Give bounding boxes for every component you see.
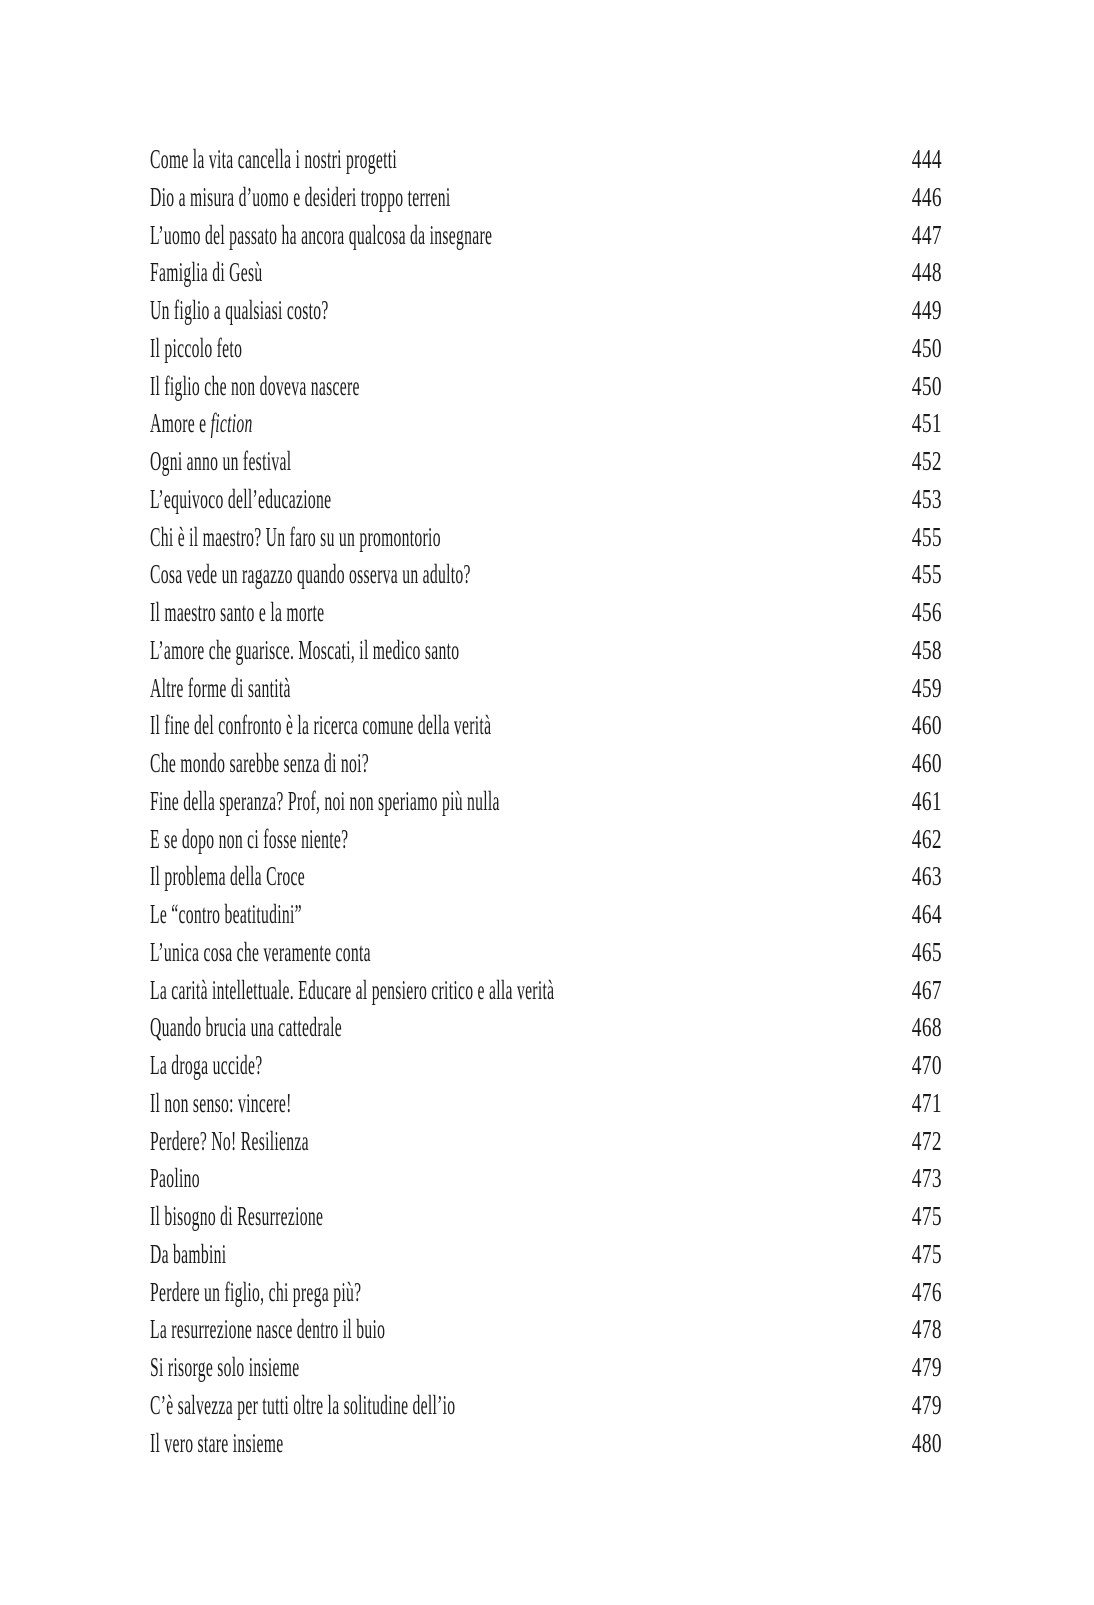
toc-entry-title: Il piccolo feto <box>150 332 243 363</box>
toc-entry-row <box>150 448 942 486</box>
toc-entry-row <box>150 974 942 1015</box>
toc-entry-title: Il maestro santo e la morte <box>150 597 325 627</box>
toc-entry-page-number: 473 <box>911 1163 942 1194</box>
toc-entry-row <box>150 1125 942 1166</box>
toc-entry-page-number: 451 <box>911 408 942 439</box>
toc-entry-title: L’equivoco dell’educazione <box>150 483 332 514</box>
toc-entry-title: E se dopo non ci fosse niente? <box>150 823 349 854</box>
toc-entry-row <box>150 750 942 788</box>
toc-entry-row <box>150 1389 942 1430</box>
toc-entry-page-number: 463 <box>911 861 942 892</box>
toc-entry-row <box>150 785 942 826</box>
toc-entry-page-number: 475 <box>911 1238 942 1269</box>
toc-entry-row <box>150 634 942 675</box>
toc-entry-row <box>150 483 942 524</box>
toc-entry-title: Il fine del confronto è la ricerca comune della verità <box>150 710 492 741</box>
toc-entry-title: L’amore che guarisce. Moscati, il medico santo <box>150 634 460 665</box>
toc-entry-title: Il vero stare insieme <box>150 1427 284 1458</box>
toc-entry-title: Che mondo sarebbe senza di noi? <box>150 748 370 778</box>
toc-entry-page-number: 447 <box>911 219 942 250</box>
toc-entry-title: Come la vita cancella i nostri progetti <box>150 144 398 174</box>
toc-entry-title: Da bambini <box>150 1238 227 1269</box>
toc-entry-page-number: 446 <box>911 181 942 212</box>
toc-entry-page-number: 470 <box>911 1050 942 1080</box>
toc-entry-page-number: 464 <box>911 899 942 929</box>
toc-entry-row <box>150 599 942 637</box>
toc-entry-page-number: 475 <box>911 1201 942 1231</box>
toc-entry-title: Il non senso: vincere! <box>150 1087 292 1118</box>
toc-entry-row <box>150 823 942 864</box>
toc-entry-row <box>150 146 942 184</box>
toc-entry-title: Paolino <box>150 1163 200 1194</box>
toc-entry-title: Altre forme di santità <box>150 672 291 703</box>
toc-entry-title: Il figlio che non doveva nascere <box>150 370 360 401</box>
toc-entry-page-number: 444 <box>911 144 942 174</box>
toc-entry-row <box>150 936 942 977</box>
table-of-contents <box>150 146 942 1467</box>
toc-entry-page-number: 471 <box>911 1087 942 1118</box>
toc-entry-row <box>150 712 942 750</box>
toc-entry-page-number: 455 <box>911 559 942 590</box>
toc-entry-title: Amore e fiction <box>150 408 253 439</box>
toc-entry-row <box>150 1427 942 1468</box>
toc-entry-title: Perdere un figlio, chi prega più? <box>150 1276 362 1307</box>
toc-entry-title: Famiglia di Gesù <box>150 257 263 288</box>
toc-entry-row <box>150 1087 942 1128</box>
toc-entry-page-number: 472 <box>911 1125 942 1156</box>
toc-entry-title: La resurrezione nasce dentro il buio <box>150 1314 386 1345</box>
toc-entry-title: Ogni anno un festival <box>150 446 292 476</box>
toc-entry-page-number: 455 <box>911 521 942 552</box>
toc-entry-row <box>150 1316 942 1354</box>
toc-entry-page-number: 468 <box>911 1012 942 1043</box>
toc-entry-page-number: 461 <box>911 785 942 816</box>
toc-entry-row <box>150 1354 942 1392</box>
toc-entry-row <box>150 1014 942 1052</box>
toc-entry-row <box>150 1052 942 1090</box>
toc-entry-title: Le “contro beatitudini” <box>150 899 302 929</box>
toc-entry-row <box>150 901 942 939</box>
toc-entry-title: L’uomo del passato ha ancora qualcosa da insegnare <box>150 219 493 250</box>
toc-entry-row <box>150 332 942 373</box>
toc-entry-page-number: 459 <box>911 672 942 703</box>
toc-entry-page-number: 479 <box>911 1389 942 1420</box>
toc-entry-title: C’è salvezza per tutti oltre la solitudine dell’io <box>150 1389 456 1420</box>
toc-entry-row <box>150 181 942 222</box>
toc-entry-page-number: 460 <box>911 748 942 778</box>
toc-entry-title: Si risorge solo insieme <box>150 1352 300 1382</box>
toc-entry-title: Perdere? No! Resilienza <box>150 1125 309 1156</box>
toc-entry-page-number: 479 <box>911 1352 942 1382</box>
toc-entry-row <box>150 1238 942 1279</box>
toc-entry-title: Quando brucia una cattedrale <box>150 1012 343 1043</box>
toc-entry-page-number: 450 <box>911 370 942 401</box>
toc-entry-row <box>150 219 942 260</box>
toc-entry-title: Fine della speranza? Prof, noi non speriamo più nulla <box>150 785 500 816</box>
toc-entry-page-number: 452 <box>911 446 942 476</box>
toc-entry-title: Un figlio a qualsiasi costo? <box>150 295 329 325</box>
toc-entry-row <box>150 410 942 448</box>
toc-entry-page-number: 448 <box>911 257 942 288</box>
toc-entry-title: La droga uccide? <box>150 1050 263 1080</box>
toc-entry-page-number: 467 <box>911 974 942 1005</box>
toc-entry-row <box>150 521 942 562</box>
toc-entry-page-number: 453 <box>911 483 942 514</box>
toc-entry-row <box>150 1203 942 1241</box>
toc-entry-page-number: 462 <box>911 823 942 854</box>
toc-entry-title: Chi è il maestro? Un faro su un promontorio <box>150 521 441 552</box>
toc-entry-page-number: 449 <box>911 295 942 325</box>
toc-entry-page-number: 450 <box>911 332 942 363</box>
toc-entry-row <box>150 259 942 297</box>
toc-entry-page-number: 476 <box>911 1276 942 1307</box>
toc-entry-row <box>150 1165 942 1203</box>
toc-entry-title: Cosa vede un ragazzo quando osserva un adulto? <box>150 559 471 590</box>
toc-entry-title: Dio a misura d’uomo e desideri troppo terreni <box>150 181 451 212</box>
toc-entry-page-number: 480 <box>911 1427 942 1458</box>
toc-entry-row <box>150 1276 942 1317</box>
toc-entry-page-number: 458 <box>911 634 942 665</box>
toc-entry-row <box>150 297 942 335</box>
toc-entry-row <box>150 863 942 901</box>
toc-entry-title: Il bisogno di Resurrezione <box>150 1201 324 1231</box>
toc-entry-title: L’unica cosa che veramente conta <box>150 936 371 967</box>
toc-entry-page-number: 456 <box>911 597 942 627</box>
toc-entry-title: Il problema della Croce <box>150 861 305 892</box>
toc-entry-page-number: 478 <box>911 1314 942 1345</box>
toc-entry-row <box>150 672 942 713</box>
toc-entry-title: La carità intellettuale. Educare al pensiero critico e alla verità <box>150 974 555 1005</box>
toc-entry-row <box>150 370 942 411</box>
toc-entry-page-number: 465 <box>911 936 942 967</box>
toc-entry-page-number: 460 <box>911 710 942 741</box>
toc-entry-row <box>150 561 942 599</box>
